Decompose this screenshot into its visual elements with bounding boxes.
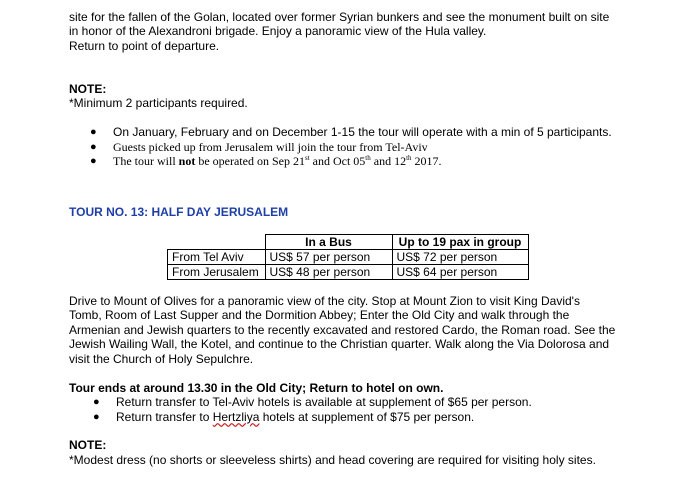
desc-line-5: visit the Church of Holy Sepulchre. <box>69 352 254 366</box>
table-row <box>168 250 529 265</box>
bullet-icon: ● <box>90 155 97 167</box>
group-price: US$ 72 per person <box>392 250 528 265</box>
desc-line-1: Drive to Mount of Olives for a panoramic view of the city. Stop at Mount Zion to visit King David's <box>69 294 580 308</box>
note-heading: NOTE: <box>69 82 107 96</box>
table-header-row <box>168 235 529 250</box>
bus-price: US$ 57 per person <box>265 250 392 265</box>
modest-dress-text: *Modest dress (no shorts or sleeveless shirts) and head covering are required for visiting holy sites. <box>69 453 596 467</box>
bullet-item: ● Return transfer to Hertzliya hotels at supplement of $75 per person. <box>93 409 475 424</box>
bullet-icon: ● <box>90 140 97 153</box>
desc-line-2: Tomb, Room of Last Supper and the Dormition Abbey; Enter the Old City and walk through the <box>69 308 570 322</box>
bullet-item: ● On January, February and on December 1-15 the tour will operate with a min of 5 participants. <box>90 125 612 139</box>
spellcheck-word: Hertzliya <box>212 409 260 424</box>
tour-title: TOUR NO. 13: HALF DAY JERUSALEM <box>69 205 289 219</box>
intro-line-2: in honor of the Alexandroni brigade. Enjoy a panoramic view of the Hula valley. <box>69 24 487 38</box>
bullet-item: ● The tour will not be operated on Sep 21st and Oct 05th and 12th 2017. <box>90 154 442 168</box>
col-header-bus: In a Bus <box>265 235 392 250</box>
bullet-icon: ● <box>93 410 100 423</box>
row-label: From Tel Aviv <box>168 250 266 265</box>
group-price: US$ 64 per person <box>392 265 528 280</box>
col-header-group: Up to 19 pax in group <box>392 235 528 250</box>
min-participants-text: *Minimum 2 participants required. <box>69 96 248 110</box>
desc-line-3: Armenian and Jewish quarters to the recently excavated and restored Cardo, the Roman road. See the <box>69 323 616 337</box>
bullet-icon: ● <box>90 126 97 138</box>
bus-price: US$ 48 per person <box>265 265 392 280</box>
row-label: From Jerusalem <box>168 265 266 280</box>
table-row <box>168 265 529 280</box>
intro-line-1: site for the fallen of the Golan, located over former Syrian bunkers and see the monument built on site <box>69 10 610 24</box>
price-table <box>167 234 529 280</box>
bullet-item: ● Guests picked up from Jerusalem will join the tour from Tel-Aviv <box>90 139 428 154</box>
note2-heading: NOTE: <box>69 438 107 452</box>
intro-line-3: Return to point of departure. <box>69 39 220 53</box>
transfer-list <box>93 395 532 424</box>
table-corner-cell <box>168 235 266 250</box>
desc-line-4: Jewish Wailing Wall, the Kotel, and continue to the Christian quarter. Walk along the Via Dolorosa and <box>69 337 610 351</box>
note-bullet-list <box>90 125 612 169</box>
bullet-icon: ● <box>93 396 100 408</box>
bullet-item: ● Return transfer to Tel-Aviv hotels is available at supplement of $65 per person. <box>93 395 532 409</box>
tour-ends-text: Tour ends at around 13.30 in the Old City; Return to hotel on own. <box>69 381 444 395</box>
